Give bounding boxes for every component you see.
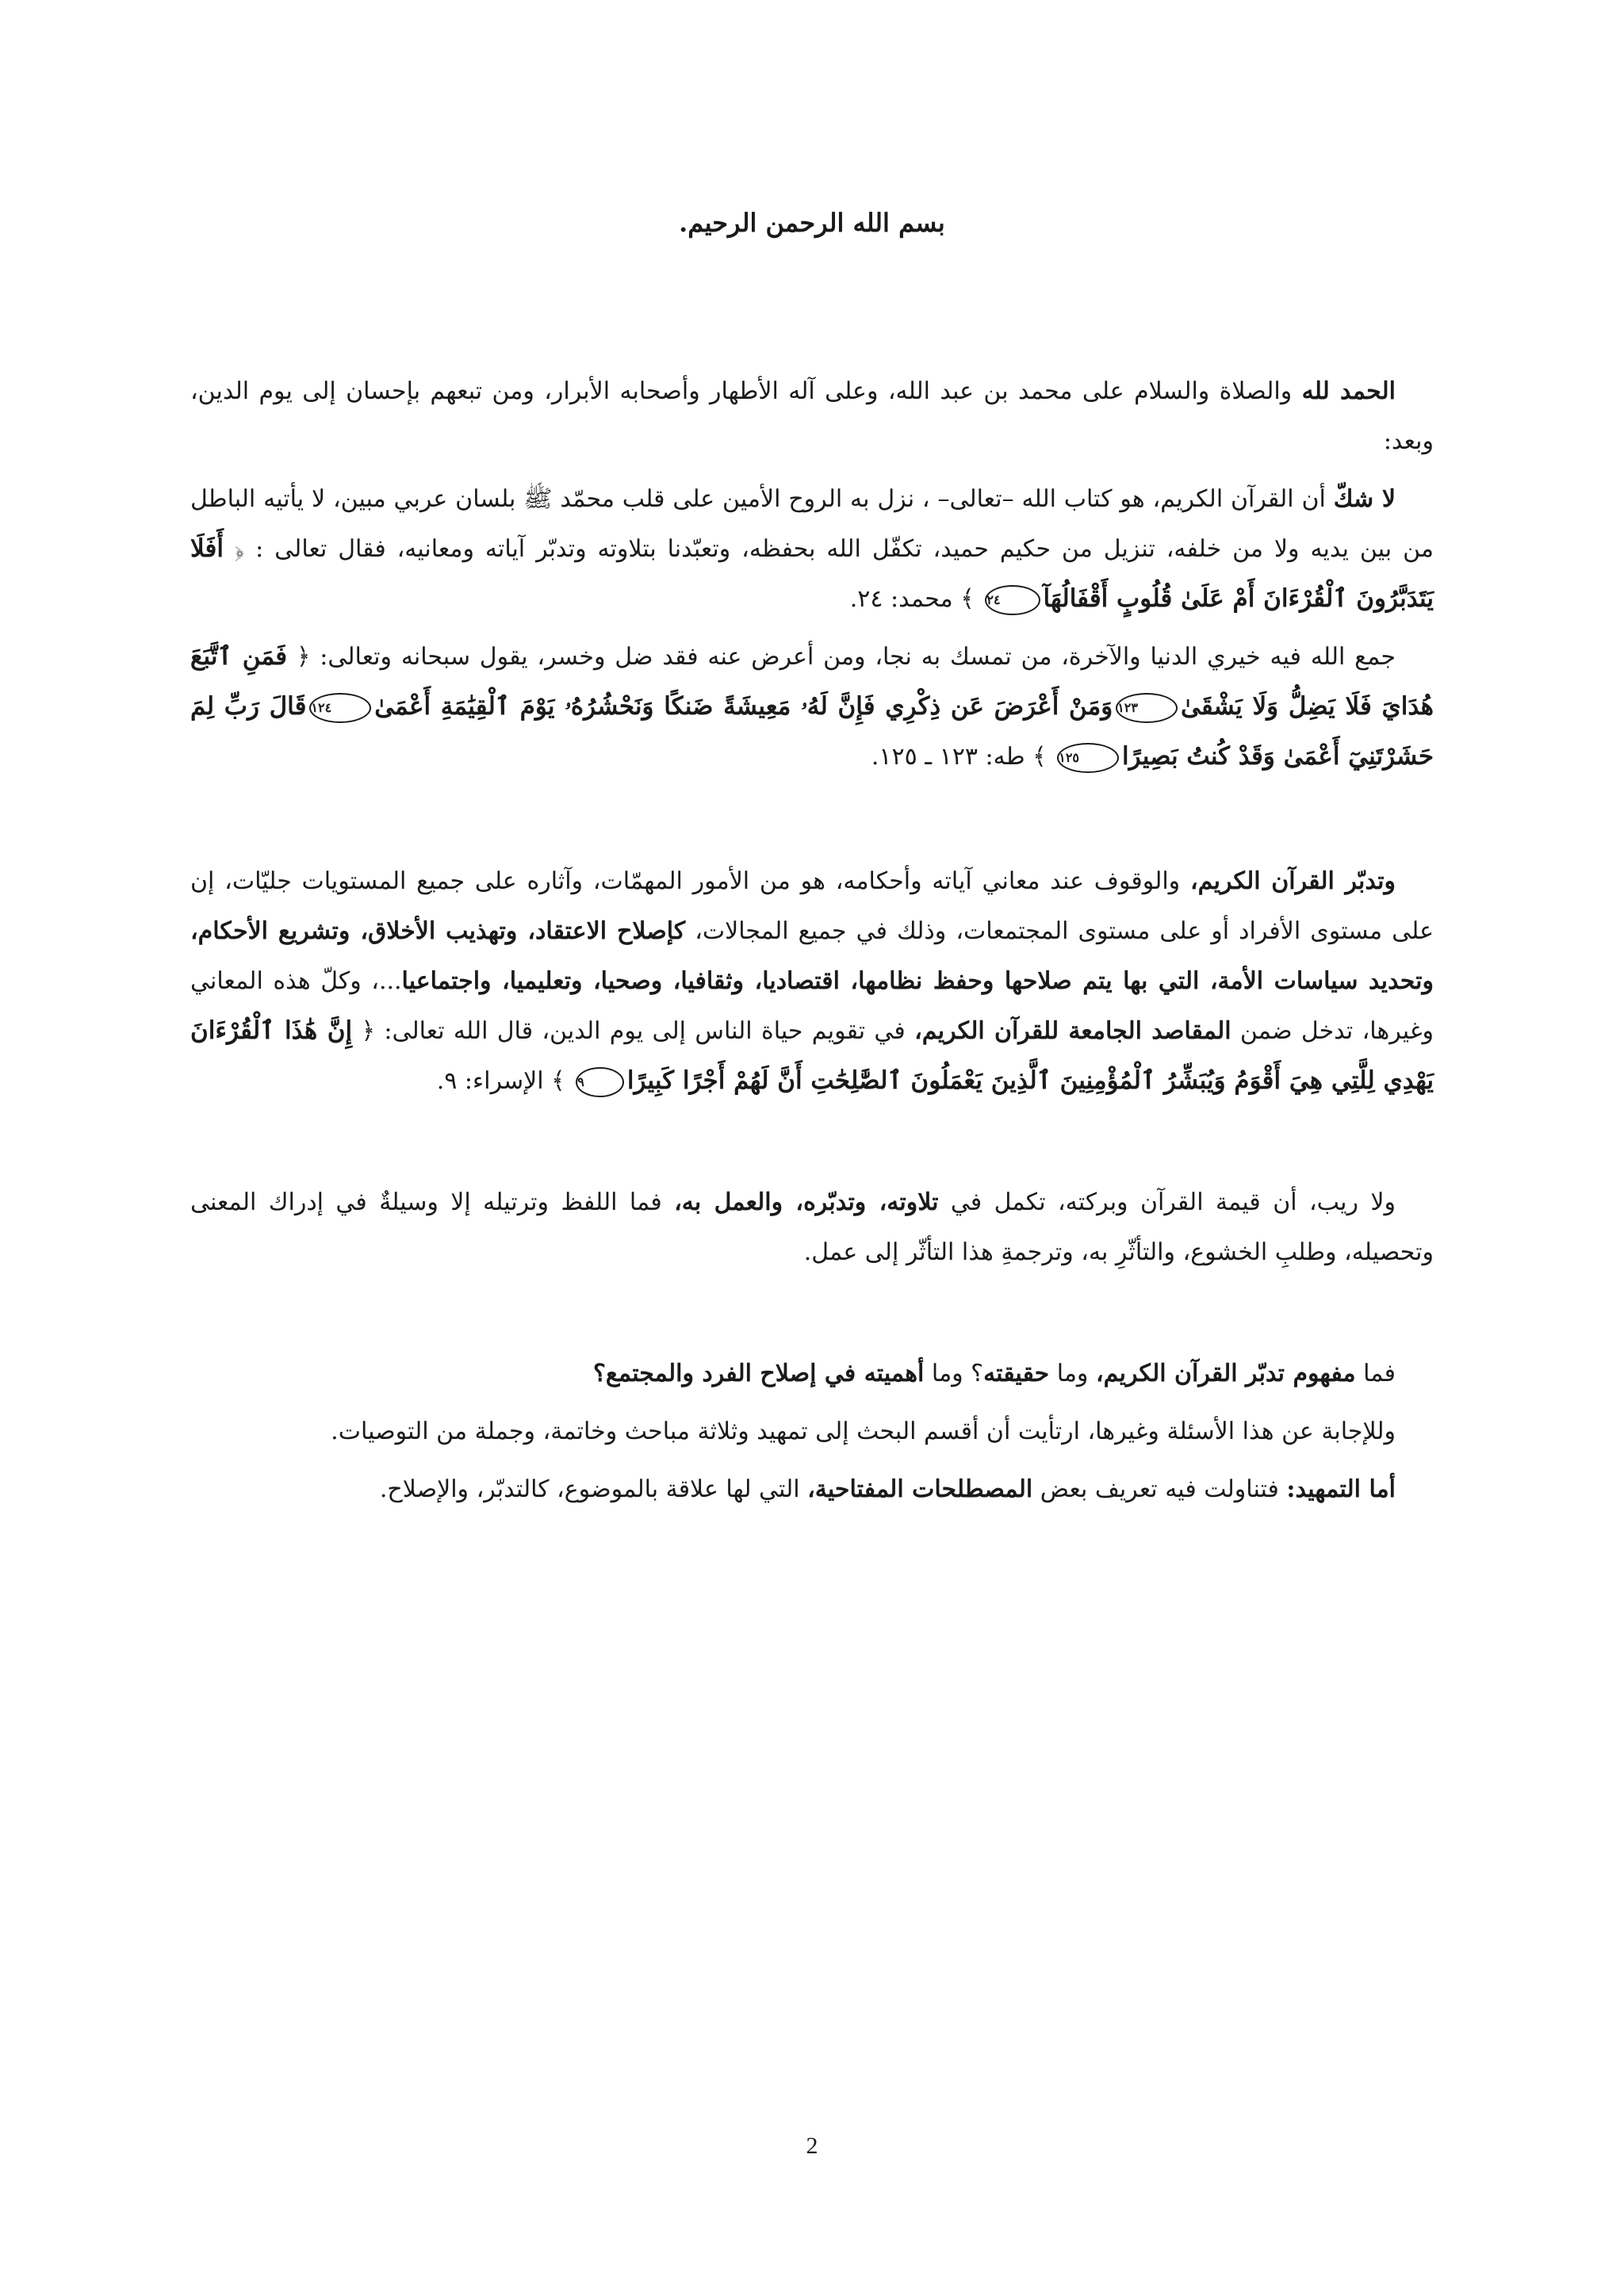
paragraph-text: التي لها علاقة بالموضوع، كالتدبّر، والإصلاح. xyxy=(379,1475,808,1503)
paragraph-text: والوقوف عند معاني آياته وأحكامه، هو من الأمور المهمّات، وآثاره على جميع المستويات جليّات، إن على مستوى الأفراد أو على مستوى المجتمعات، وذلك في جميع المجالات، xyxy=(190,867,1434,945)
verse-reference: ﴾ الإسراء: ٩. xyxy=(436,1067,573,1095)
verse-reference: ﴾ طه: ١٢٣ ـ ١٢٥. xyxy=(871,743,1055,771)
paragraph-introduction xyxy=(190,1464,1434,1514)
bold-text: لا شكّ xyxy=(1333,485,1396,513)
bold-text: تلاوته، وتدبّره، والعمل به، xyxy=(674,1188,939,1216)
paragraph-text: فتناولت فيه تعريف بعض xyxy=(1032,1475,1287,1503)
paragraph-contemplation xyxy=(190,856,1434,1106)
ayah-number-mark: ١٢٤ xyxy=(309,693,371,723)
quran-verse: إِنَّ هَٰذَا ٱلْقُرْءَانَ يَهْدِي لِلَّتِي هِيَ أَقْوَمُ وَيُبَشِّرُ ٱلْمُؤْمِنِينَ ٱلَّذِينَ يَعْمَلُونَ ٱلصَّٰلِحَٰتِ أَنَّ لَهُمْ أَجْرًا كَبِيرًا xyxy=(190,1016,1434,1095)
paragraph-text: ...، وكلّ هذه المعاني وغيرها، تدخل ضمن xyxy=(190,967,1434,1045)
bold-text: وتدبّر القرآن الكريم، xyxy=(1189,867,1396,895)
paragraph-value xyxy=(190,1177,1434,1277)
bold-text: المقاصد الجامعة للقرآن الكريم، xyxy=(914,1017,1231,1045)
paragraph-text: فما xyxy=(1355,1360,1396,1387)
paragraph-text: وما xyxy=(1049,1360,1096,1387)
paragraph-text: ولا ريب، أن قيمة القرآن وبركته، تكمل في xyxy=(938,1188,1396,1216)
bold-text: مفهوم تدبّر القرآن الكريم، xyxy=(1095,1360,1356,1387)
bold-text: أما التمهيد: xyxy=(1286,1475,1396,1503)
paragraph-praise xyxy=(190,366,1434,466)
ayah-number-mark: ١٢٥ xyxy=(1057,743,1119,773)
page-number: 2 xyxy=(806,2133,818,2159)
paragraph-no-doubt xyxy=(190,474,1434,624)
document-body xyxy=(190,366,1434,1514)
paragraph-gathering xyxy=(190,632,1434,782)
basmala-title: بسم الله الرحمن الرحيم. xyxy=(679,208,945,238)
bold-text: حقيقته xyxy=(983,1360,1050,1387)
paragraph-questions xyxy=(190,1349,1434,1399)
quran-verse: أَفَلَا يَتَدَبَّرُونَ ٱلْقُرْءَانَ أَمْ عَلَىٰ قُلُوبٍ أَقْفَالُهَآ xyxy=(190,534,1434,613)
quran-verse: قَالَ رَبِّ لِمَ حَشَرْتَنِيٓ أَعْمَىٰ وَقَدْ كُنتُ بَصِيرًا xyxy=(190,692,1434,771)
bold-text: المصطلحات المفتاحية، xyxy=(807,1475,1033,1503)
verse-reference: ﴾ محمد: ٢٤. xyxy=(849,585,982,613)
bold-text: كإصلاح الاعتقاد، وتهذيب الأخلاق، وتشريع الأحكام، وتحديد سياسات الأمة، التي بها يتم صلاحها وحفظ نظامها، اقتصاديا، وثقافيا، وصحيا، وتعليميا، واجتماعيا xyxy=(190,917,1434,995)
ayah-number-mark: ١٢٣ xyxy=(1116,693,1178,723)
paragraph-text: فما اللفظ وترتيله إلا وسيلةٌ في إدراك المعنى وتحصيله، وطلبِ الخشوع، والتأثّرِ به، وترجمةِ هذا التأثّر إلى عمل. xyxy=(190,1188,1434,1266)
bold-text: أهميته في إصلاح الفرد والمجتمع؟ xyxy=(592,1360,925,1387)
paragraph-text: والصلاة والسلام على محمد بن عبد الله، وعلى آله الأطهار وأصحابه الأبرار، ومن تبعهم بإحسان إلى يوم الدين، وبعد: xyxy=(190,377,1434,455)
quran-verse: فَمَنِ ٱتَّبَعَ هُدَايَ فَلَا يَضِلُّ وَلَا يَشْقَىٰ xyxy=(190,642,1434,721)
quran-verse: وَمَنْ أَعْرَضَ عَن ذِكْرِي فَإِنَّ لَهُۥ مَعِيشَةً ضَنكًا وَنَحْشُرُهُۥ يَوْمَ ٱلْقِيَٰمَةِ أَعْمَىٰ xyxy=(374,692,1113,721)
paragraph-text: أن القرآن الكريم، هو كتاب الله –تعالى– ، نزل به الروح الأمين على قلب محمّد ﷺ بلسان عربي مبين، لا يأتيه الباطل من بين يديه ولا من خلفه، تنزيل من حكيم حميد، تكفّل الله بحفظه، وتعبّدنا بتلاوته وتدبّر آياته ومعانيه، فقال تعالى : ﴿ xyxy=(190,485,1434,563)
bold-text: الحمد لله xyxy=(1301,377,1396,405)
ayah-number-mark: ٢٤ xyxy=(985,585,1040,615)
paragraph-text: ؟ وما xyxy=(924,1360,984,1387)
paragraph-plan xyxy=(190,1406,1434,1456)
paragraph-text: وللإجابة عن هذا الأسئلة وغيرها، ارتأيت أن أقسم البحث إلى تمهيد وثلاثة مباحث وخاتمة، وجملة من التوصيات. xyxy=(331,1418,1396,1445)
paragraph-text: في تقويم حياة الناس إلى يوم الدين، قال الله تعالى: ﴿ xyxy=(352,1017,915,1045)
paragraph-text: جمع الله فيه خيري الدنيا والآخرة، من تمسك به نجا، ومن أعرض عنه فقد ضل وخسر، يقول سبحانه وتعالى: ﴿ xyxy=(287,643,1396,671)
ayah-number-mark: ٩ xyxy=(576,1067,624,1097)
